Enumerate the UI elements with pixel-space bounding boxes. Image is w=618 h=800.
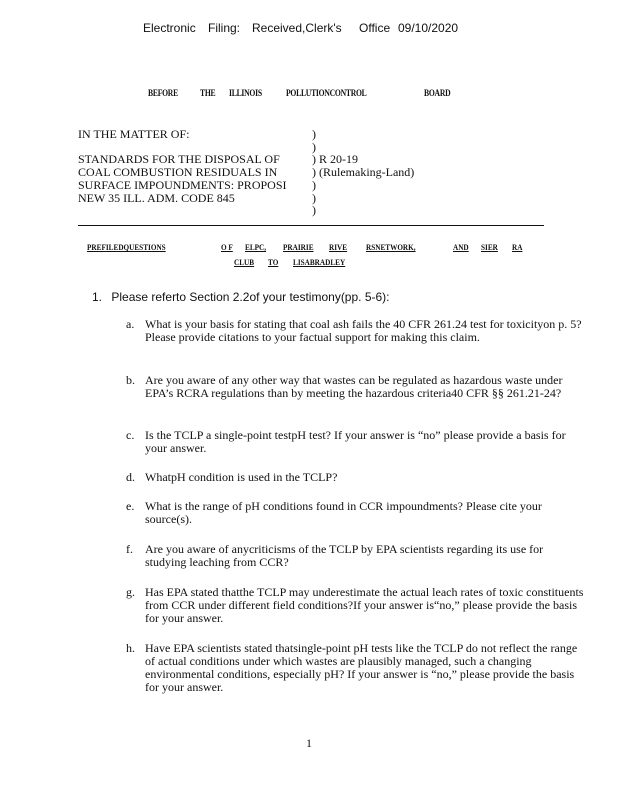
title-rive: RIVE	[329, 242, 348, 252]
subquestion-label: a.	[126, 317, 135, 331]
subquestion-label: c.	[126, 428, 135, 442]
caption-paren: )	[312, 139, 316, 154]
board-heading-board: BOARD	[424, 88, 451, 98]
caption-paren: )	[312, 127, 316, 141]
caption-line: COAL COMBUSTION RESIDUALS IN	[78, 165, 278, 180]
case-caption-right	[312, 128, 414, 217]
subquestion-label: d.	[126, 470, 135, 484]
title-club: CLUB	[234, 257, 255, 267]
subquestion-label: e.	[126, 499, 135, 513]
question-1-number: 1.	[92, 290, 103, 304]
subquestion-text: What is your basis for stating that coal ash fails the 40 CFR 261.24 test for toxicityon p. 5? Please provide citations to your factual support for making this claim.	[145, 317, 582, 344]
caption-line: IN THE MATTER OF:	[78, 127, 190, 141]
subquestion-label: b.	[126, 373, 135, 387]
subquestion-text: Are you aware of anycriticisms of the TCLP by EPA scientists regarding its use for studying leaching from CCR?	[145, 542, 544, 569]
caption-divider	[78, 225, 544, 226]
caption-rulemaking-type: ) (Rulemaking-Land)	[312, 165, 415, 180]
case-caption-left	[78, 128, 287, 204]
caption-paren: )	[312, 190, 316, 205]
board-heading-the: THE	[200, 88, 216, 98]
page-number: 1	[306, 736, 312, 750]
board-heading-pollution-control: POLLUTIONCONTROL	[286, 88, 367, 98]
caption-line: STANDARDS FOR THE DISPOSAL OF	[78, 152, 280, 167]
subquestion-label: g.	[126, 585, 135, 599]
title-of: O F	[221, 242, 233, 252]
title-rsnetwork: RSNETWORK,	[366, 242, 416, 252]
filing-label: Filing:	[208, 21, 241, 35]
question-1	[92, 290, 390, 304]
subquestion-text: WhatpH condition is used in the TCLP?	[145, 470, 338, 484]
board-heading-illinois: ILLINOIS	[229, 88, 262, 98]
subquestion-label: f.	[126, 542, 133, 556]
question-1-text: Please referto Section 2.2of your testimony(pp. 5-6):	[111, 290, 390, 304]
filing-electronic: Electronic	[143, 21, 196, 35]
caption-paren: )	[312, 203, 316, 218]
title-prairie: PRAIRIE	[283, 242, 314, 252]
title-and: AND	[453, 242, 469, 252]
board-heading-before: BEFORE	[148, 88, 178, 98]
title-sier: SIER	[481, 242, 498, 252]
subquestion-text: Are you aware of any other way that wastes can be regulated as hazardous waste under EPA’s RCRA regulations than by meeting the hazardous criteria40 CFR §§ 261.21-24?	[145, 373, 563, 400]
caption-docket-number: ) R 20-19	[312, 152, 358, 167]
title-ra: RA	[512, 242, 523, 252]
title-elpc: ELPC,	[245, 242, 267, 252]
filing-received: Received,Clerk's	[252, 21, 342, 35]
subquestion-label: h.	[126, 641, 135, 655]
filing-office: Office	[359, 21, 391, 35]
subquestion-text: Is the TCLP a single-point testpH test? If your answer is “no” please provide a basis for your answer.	[145, 428, 566, 455]
title-prefiled-questions: PREFILEDQUESTIONS	[87, 242, 166, 252]
caption-paren: )	[312, 177, 316, 192]
caption-line: SURFACE IMPOUNDMENTS: PROPOSI	[78, 177, 287, 192]
filing-date: 09/10/2020	[398, 21, 459, 35]
subquestion-text: Has EPA stated thatthe TCLP may underestimate the actual leach rates of toxic constituents from CCR under different field conditions?If your answer is“no,” please provide the basis for your answer.	[145, 585, 584, 625]
title-to: TO	[268, 257, 279, 267]
caption-line: NEW 35 ILL. ADM. CODE 845	[78, 190, 235, 205]
subquestion-text: What is the range of pH conditions found in CCR impoundments? Please cite your source(s).	[145, 499, 542, 526]
subquestion-text: Have EPA scientists stated thatsingle-point pH tests like the TCLP do not reflect the range of actual conditions under which wastes are plausibly managed, such a changing environmental conditions, especially pH? If your answer is “no,” please provide the basis for your answer.	[145, 641, 578, 694]
title-lisa-bradley: LISABRADLEY	[293, 257, 346, 267]
